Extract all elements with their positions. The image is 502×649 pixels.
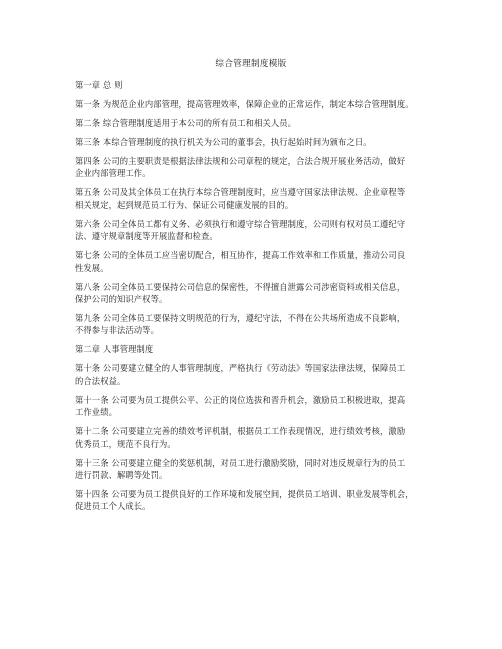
paragraph-line: 第一条 为规范企业内部管理，提高管理效率，保障企业的正常运作，制定本综合管理制度。: [75, 99, 414, 109]
paragraph-line: 法、遵守规章制度等开展监督和检查。: [75, 231, 218, 242]
paragraph: [75, 98, 443, 110]
paragraph: [75, 394, 443, 419]
paragraph-line: 的合法权益。: [75, 375, 126, 386]
paragraph: [75, 186, 443, 211]
paragraph: [75, 281, 443, 306]
paragraph-line: 不得参与非法活动等。: [75, 325, 159, 336]
paragraph-line: 企业内部管理工作。: [75, 168, 151, 179]
paragraph-line: 第四条 公司的主要职责是根据法律法规和公司章程的规定，合法合规开展业务活动，做好: [75, 156, 406, 166]
paragraph: [75, 249, 443, 274]
paragraph-line: 第十二条 公司要建立完善的绩效考评机制，根据员工工作表现情况，进行绩效考核，激励: [75, 426, 406, 437]
paragraph-line: 第九条 公司全体员工要保持文明规范的行为，遵纪守法，不得在公共场所造成不良影响，: [75, 313, 406, 324]
paragraph-line: 第十三条 公司要建立健全的奖惩机制，对员工进行激励奖励，同时对违反规章行为的员工: [75, 457, 406, 468]
paragraph: [75, 343, 443, 355]
paragraph: [75, 117, 443, 129]
paragraph-line: 第一章 总 则: [75, 80, 123, 90]
paragraph-line: 性发展。: [75, 262, 109, 273]
paragraph: [75, 218, 443, 243]
paragraph-line: 工作业绩。: [75, 407, 117, 418]
paragraph-line: 第十四条 公司要为员工提供良好的工作环境和发展空间，提供员工培训、职业发展等机会，: [75, 489, 414, 500]
paragraph-line: 第六条 公司全体员工都有义务、必须执行和遵守综合管理制度，公司则有权对员工遵纪守: [75, 218, 406, 229]
paragraph-line: 第十条 公司要建立健全的人事管理制度，严格执行《劳动法》等国家法律法规，保障员工: [75, 363, 406, 374]
paragraph-line: 第八条 公司全体员工要保持公司信息的保密性，不得擅自泄露公司涉密资料或相关信息，: [75, 281, 406, 292]
paragraph-line: 保护公司的知识产权等。: [75, 294, 168, 305]
paragraph-line: 第三条 本综合管理制度的执行机关为公司的董事会，执行起始时间为颁布之日。: [75, 137, 372, 147]
paragraph-line: 优秀员工，规范不良行为。: [75, 438, 176, 449]
paragraph: [75, 312, 443, 337]
paragraph-line: 促进员工个人成长。: [75, 501, 151, 512]
paragraph: [75, 155, 443, 180]
paragraph: [75, 425, 443, 450]
paragraph-line: 第五条 公司及其全体员工在执行本综合管理制度时，应当遵守国家法律法规、企业章程等: [75, 187, 406, 198]
paragraph-line: 第七条 公司的全体员工应当密切配合，相互协作，提高工作效率和工作质量，推动公司良: [75, 250, 406, 261]
paragraph: [75, 136, 443, 148]
document-title: 综合管理制度模版: [215, 59, 287, 69]
paragraph-line: 第二章 人事管理制度: [75, 344, 154, 355]
paragraph: [75, 79, 443, 91]
paragraph: [75, 457, 443, 482]
document-body: [75, 79, 443, 519]
paragraph-line: 第二条 综合管理制度适用于本公司的所有员工和相关人员。: [75, 118, 297, 128]
paragraph: [75, 362, 443, 387]
paragraph-line: 进行罚款、解聘等处罚。: [75, 470, 168, 481]
paragraph-line: 第十一条 公司要为员工提供公平、公正的岗位选拔和晋升机会，激励员工积极进取，提高: [75, 394, 406, 405]
paragraph-line: 相关规定，起到规范员工行为、保证公司健康发展的目的。: [75, 199, 294, 210]
paragraph: [75, 488, 443, 513]
